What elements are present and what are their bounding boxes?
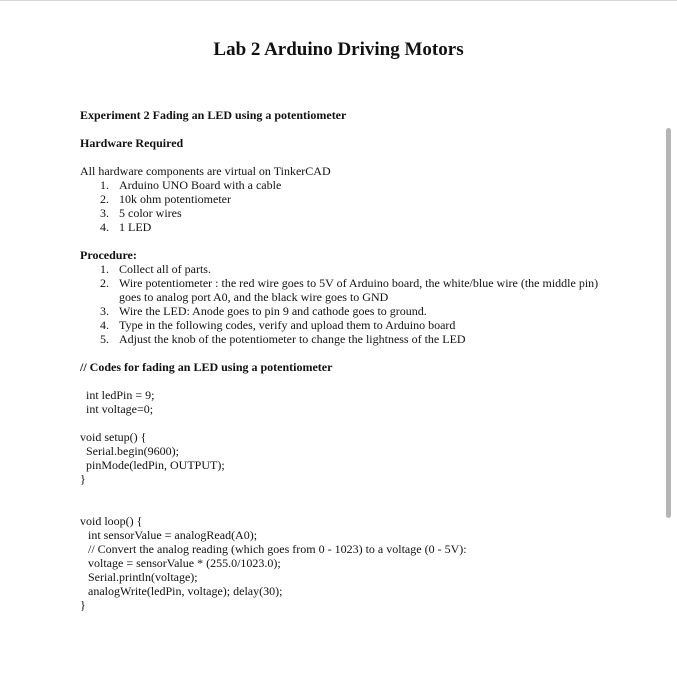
code-line: int voltage=0;	[86, 402, 154, 416]
list-number: 3.	[100, 206, 109, 220]
hardware-item: 1 LED	[119, 220, 152, 234]
code-line: // Convert the analog reading (which goes from 0 - 1023) to a voltage (0 - 5V):	[88, 542, 467, 556]
list-number: 4.	[100, 220, 109, 234]
procedure-heading: Procedure:	[80, 248, 137, 262]
list-number: 3.	[100, 304, 109, 318]
procedure-item: Wire potentiometer : the red wire goes to 5V of Arduino board, the white/blue wire (the middle pin) goes to analog port A0, and the black wire goes to GND	[119, 276, 599, 304]
document-title: Lab 2 Arduino Driving Motors	[213, 39, 464, 60]
procedure-item: Wire the LED: Anode goes to pin 9 and cathode goes to ground.	[119, 304, 427, 318]
vertical-scrollbar[interactable]	[666, 128, 671, 518]
list-number: 1.	[100, 178, 109, 192]
list-number: 4.	[100, 318, 109, 332]
procedure-item: Type in the following codes, verify and upload them to Arduino board	[119, 318, 456, 332]
list-number: 5.	[100, 332, 109, 346]
hardware-item: 5 color wires	[119, 206, 182, 220]
code-line: }	[80, 472, 86, 486]
code-line: analogWrite(ledPin, voltage); delay(30);	[88, 584, 283, 598]
list-number: 1.	[100, 262, 109, 276]
code-line: Serial.begin(9600);	[86, 444, 179, 458]
list-number: 2.	[100, 276, 109, 290]
list-number: 2.	[100, 192, 109, 206]
hardware-item: Arduino UNO Board with a cable	[119, 178, 282, 192]
code-line: int ledPin = 9;	[86, 388, 155, 402]
procedure-item: Collect all of parts.	[119, 262, 211, 276]
hardware-intro: All hardware components are virtual on TinkerCAD	[80, 164, 331, 178]
code-line: }	[80, 598, 86, 612]
code-line: Serial.println(voltage);	[88, 570, 198, 584]
hardware-heading: Hardware Required	[80, 136, 184, 150]
code-line: int sensorValue = analogRead(A0);	[88, 528, 258, 542]
code-line: void loop() {	[80, 514, 143, 528]
code-line: void setup() {	[80, 430, 147, 444]
code-line: voltage = sensorValue * (255.0/1023.0);	[88, 556, 281, 570]
code-line: pinMode(ledPin, OUTPUT);	[86, 458, 225, 472]
experiment-heading: Experiment 2 Fading an LED using a potentiometer	[80, 108, 347, 122]
procedure-item: Adjust the knob of the potentiometer to change the lightness of the LED	[119, 332, 466, 346]
hardware-item: 10k ohm potentiometer	[119, 192, 231, 206]
top-divider	[0, 0, 677, 1]
code-heading: // Codes for fading an LED using a potentiometer	[80, 360, 333, 374]
